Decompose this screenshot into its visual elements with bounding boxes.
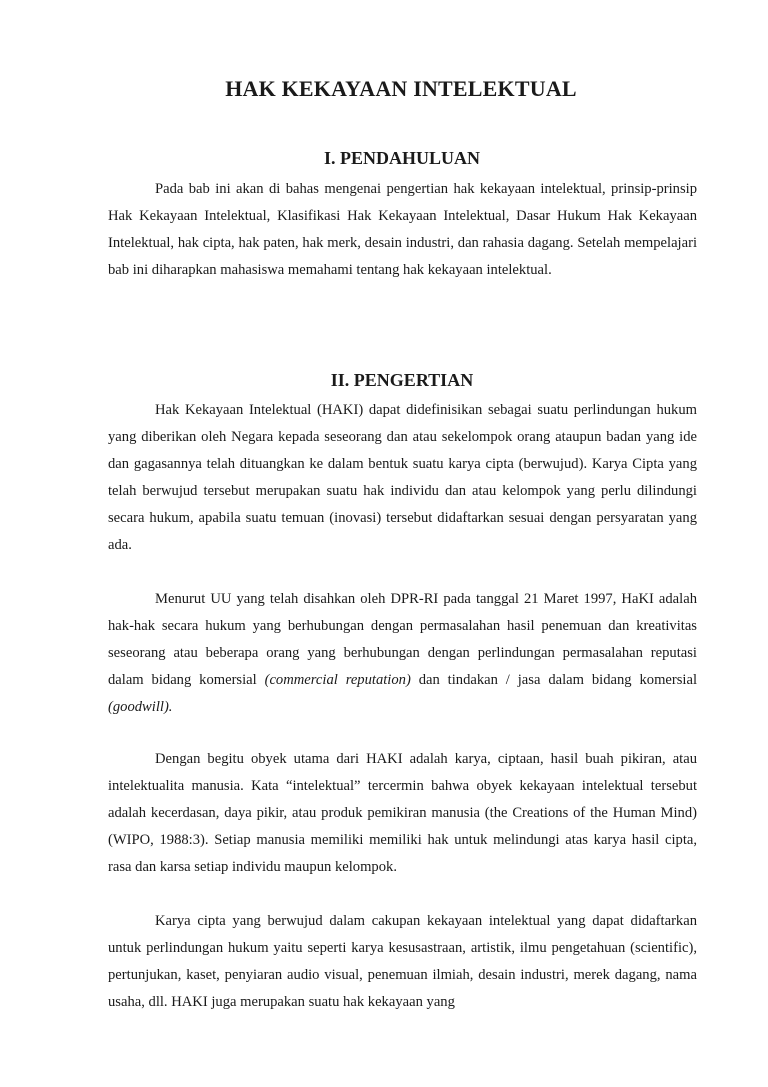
paragraph-pendahuluan: Pada bab ini akan di bahas mengenai pengertian hak kekayaan intelektual, prinsip-prinsip Hak Kekayaan Intelektual, Klasifikasi Hak Kekayaan Intelektual, Dasar Hukum Hak Kekayaan Intelektual, hak cipta, hak paten, hak merk, desain industri, dan rahasia dagang. Setelah mempelajari bab ini diharapkan mahasiswa memahami tentang hak kekayaan intelektual. xyxy=(108,181,697,278)
section-heading-pendahuluan: I. PENDAHULUAN xyxy=(323,148,480,168)
paragraph-pengertian-3: Dengan begitu obyek utama dari HAKI adalah karya, ciptaan, hasil buah pikiran, atau intelektualita manusia. Kata “intelektual” tercermin bahwa obyek kekayaan intelektual tersebut adalah kecerdasan, daya pikir, atau produk pemikiran manusia (the Creations of the Human Mind) (WIPO, 1988:3). Setiap manusia memiliki memiliki hak untuk melindungi atas karya hasil cipta, rasa dan karsa setiap individu maupun kelompok. xyxy=(108,751,697,875)
paragraph-pengertian-1: Hak Kekayaan Intelektual (HAKI) dapat didefinisikan sebagai suatu perlindungan hukum yang diberikan oleh Negara kepada seseorang dan atau sekelompok orang ataupun badan yang ide dan gagasannya telah dituangkan ke dalam bentuk suatu karya cipta (berwujud). Karya Cipta yang telah berwujud tersebut merupakan suatu hak individu dan atau kelompok yang perlu dilindungi secara hukum, apabila suatu temuan (inovasi) tersebut didaftarkan sesuai dengan persyaratan yang ada. xyxy=(108,402,697,553)
document-title: HAK KEKAYAAN INTELEKTUAL xyxy=(225,76,577,101)
italic-term-goodwill: (goodwill). xyxy=(108,699,173,715)
paragraph-text: Menurut UU yang telah disahkan oleh DPR-RI pada tanggal 21 Maret 1997, HaKI adalah hak-hak secara hukum yang berhubungan dengan permasalahan hasil penemuan dan kreativitas seseorang atau beberapa orang yang berhubungan dengan perlindungan permasalahan reputasi dalam bidang komersial xyxy=(108,591,697,688)
section-heading-pengertian: II. PENGERTIAN xyxy=(330,370,474,390)
italic-term-commercial-reputation: (commercial reputation) xyxy=(264,672,411,688)
paragraph-text: dan tindakan / jasa dalam bidang komersial xyxy=(410,672,698,688)
paragraph-pengertian-4: Karya cipta yang berwujud dalam cakupan kekayaan intelektual yang dapat didaftarkan untuk perlindungan hukum yaitu seperti karya kesusastraan, artistik, ilmu pengetahuan (scientific), pertunjukan, kaset, penyiaran audio visual, penemuan ilmiah, desain industri, merek dagang, nama usaha, dll. HAKI juga merupakan suatu hak kekayaan yang xyxy=(108,913,697,1010)
paragraph-pengertian-2 xyxy=(108,586,697,721)
